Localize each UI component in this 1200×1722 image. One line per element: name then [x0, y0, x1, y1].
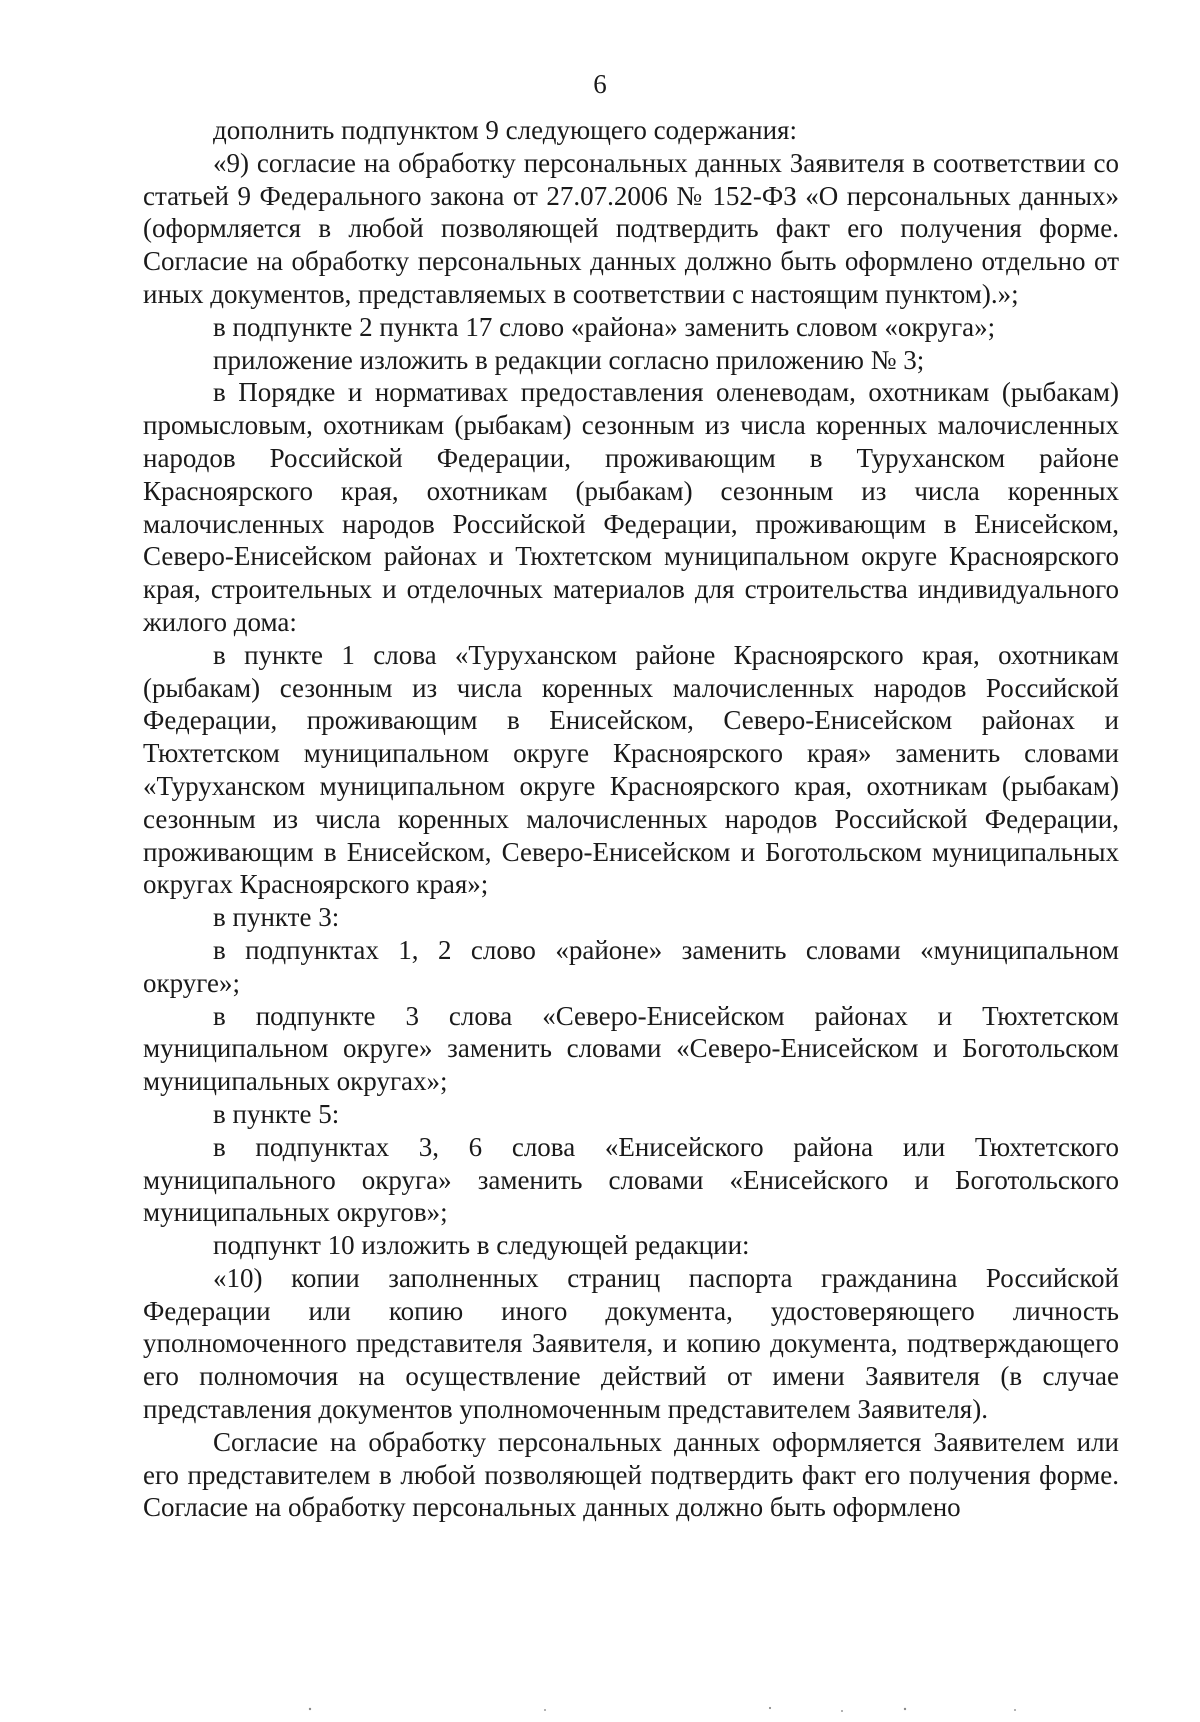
paragraph-subclause-9-consent: «9) согласие на обработку персональных данных Заявителя в соответствии со статьей 9 Федерального закона от 27.07.2006 № 152-ФЗ «О персональных данных» (оформляется в любой позволяющей подтвердить факт его получения форме. Согласие на обработку персональных данных должно быть оформлено отдельно от иных документов, представляемых в соответствии с настоящим пунктом).»;: [143, 147, 1119, 309]
paragraph-subitem-10-text: «10) копии заполненных страниц паспорта гражданина Российской Федерации или копию иного документа, удостоверяющего личность уполномоченного представителя Заявителя, и копию документа, подтверждающего его полномочия на осуществление действий от имени Заявителя (в случае представления документов уполномоченным представителем Заявителя).: [143, 1262, 1119, 1425]
paragraph-consent-closing: Согласие на обработку персональных данных оформляется Заявителем или его представителем в любой позволяющей подтвердить факт его получения форме. Согласие на обработку персональных данных должно быть оформлено: [143, 1426, 1119, 1523]
page-number: 6: [593, 69, 607, 99]
paragraph-subitem-10-heading: подпункт 10 изложить в следующей редакции:: [213, 1230, 750, 1261]
paragraph-item-5-subitems-3-6: в подпунктах 3, 6 слова «Енисейского района или Тюхтетского муниципального округа» заменить словами «Енисейского и Боготольского муниципальных округов»;: [143, 1131, 1119, 1228]
paragraph-item-3-subitem-3: в подпункте 3 слова «Северо-Енисейском районах и Тюхтетском муниципальном округе» заменить словами «Северо-Енисейском и Боготольском муниципальных округах»;: [143, 1000, 1119, 1097]
paragraph-item-17-amendment: в подпункте 2 пункта 17 слово «района» заменить словом «округа»;: [213, 311, 996, 342]
paragraph-intro-subclause-9: дополнить подпунктом 9 следующего содержания:: [213, 115, 797, 145]
paragraph-appendix-3: приложение изложить в редакции согласно приложению № 3;: [213, 344, 925, 375]
paragraph-item-3-heading: в пункте 3:: [213, 902, 340, 933]
paragraph-item-5-heading: в пункте 5:: [213, 1098, 340, 1129]
paragraph-item-3-subitems-1-2: в подпунктах 1, 2 слово «районе» заменить словами «муниципальном округе»;: [143, 934, 1119, 998]
paragraph-procedure-title: в Порядке и нормативах предоставления оленеводам, охотникам (рыбакам) промысловым, охотникам (рыбакам) сезонным из числа коренных малочисленных народов Российской Федерации, проживающим в Туруханском районе Красноярского края, охотникам (рыбакам) сезонным из числа коренных малочисленных народов Российской Федерации, проживающим в Енисейском, Северо-Енисейском районах и Тюхтетском муниципальном округе Красноярского края, строительных и отделочных материалов для строительства индивидуального жилого дома:: [143, 377, 1119, 637]
paragraph-item-1-amendment: в пункте 1 слова «Туруханском районе Красноярского края, охотникам (рыбакам) сезонным из числа коренных малочисленных народов Российской Федерации, проживающим в Енисейском, Северо-Енисейском районах и Тюхтетском муниципальном округе Красноярского края» заменить словами «Туруханском муниципальном округе Красноярского края, охотникам (рыбакам) сезонным из числа коренных малочисленных народов Российской Федерации, проживающим в Енисейском, Северо-Енисейском и Боготольском муниципальных округах Красноярского края»;: [143, 639, 1119, 900]
